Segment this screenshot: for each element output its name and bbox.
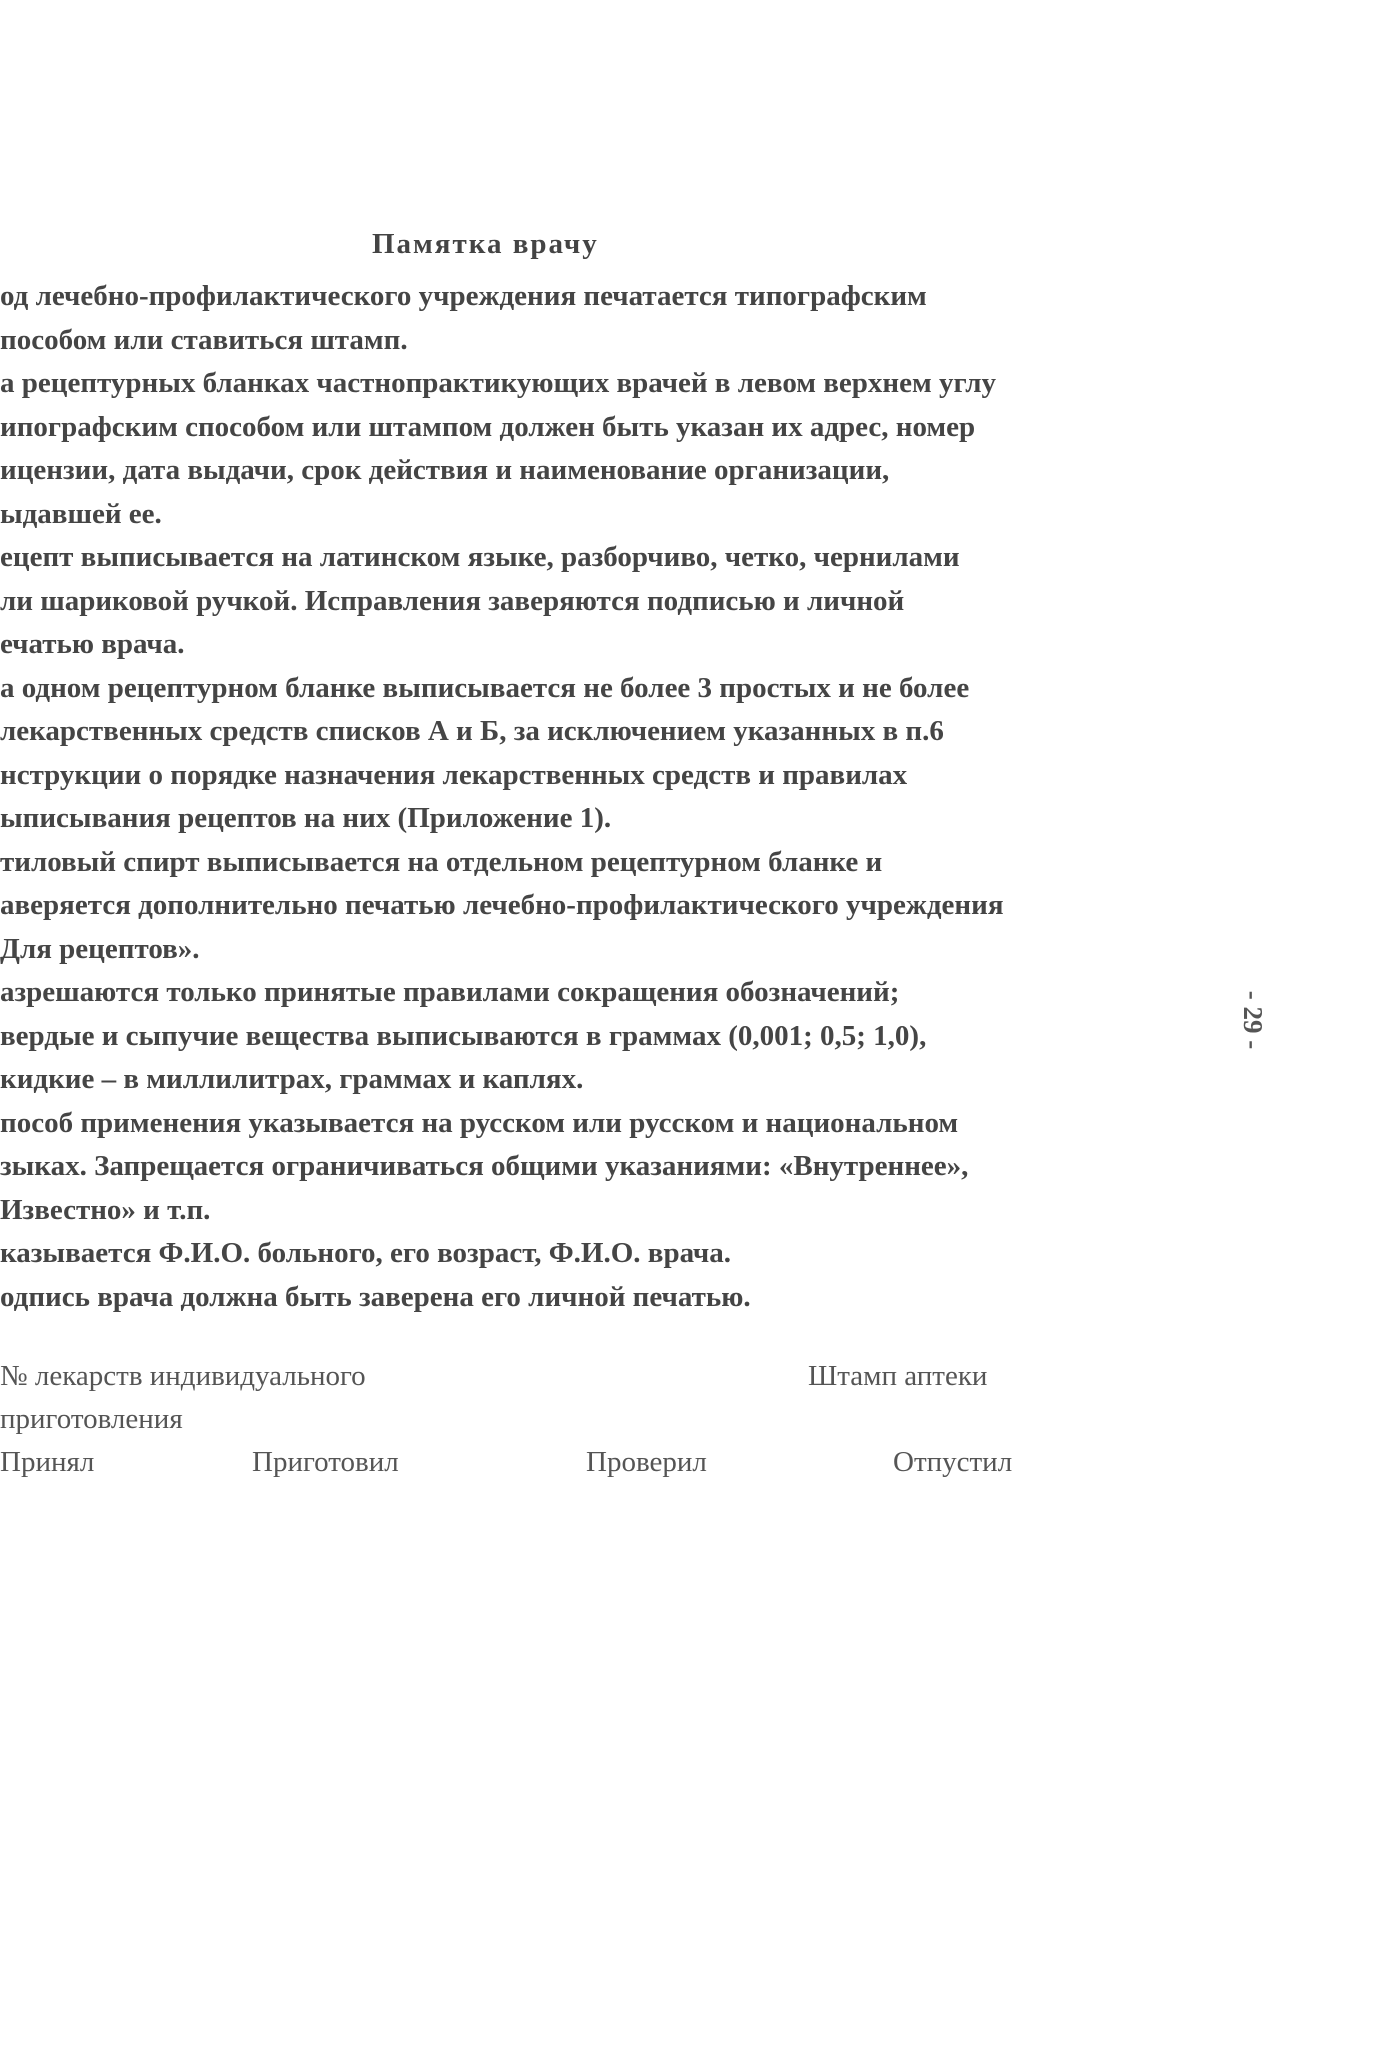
text-line: а одном рецептурном бланке выписывается не более 3 простых и не более bbox=[0, 671, 970, 704]
dispensed-label: Отпустил bbox=[893, 1446, 1013, 1478]
text-line: азрешаются только принятые правилами сокращения обозначений; bbox=[0, 976, 900, 1008]
text-line: кидкие – в миллилитрах, граммах и каплях. bbox=[0, 1063, 584, 1095]
text-line: вердые и сыпучие вещества выписываются в граммах (0,001; 0,5; 1,0), bbox=[0, 1019, 927, 1052]
page-number: - 29 - bbox=[1238, 990, 1268, 1050]
text-line: пособом или ставиться штамп. bbox=[0, 323, 408, 356]
text-line: тиловый спирт выписывается на отдельном рецептурном бланке и bbox=[0, 845, 883, 878]
text-line: зыках. Запрещается ограничиваться общими указаниями: «Внутреннее», bbox=[0, 1150, 969, 1182]
individual-preparation-label: № лекарств индивидуального bbox=[0, 1360, 366, 1392]
text-line: Для рецептов». bbox=[0, 932, 200, 965]
text-line: нструкции о порядке назначения лекарственных средств и правилах bbox=[0, 758, 908, 791]
text-line: аверяется дополнительно печатью лечебно-профилактического учреждения bbox=[0, 889, 1004, 921]
text-line: пособ применения указывается на русском или русском и национальном bbox=[0, 1106, 959, 1139]
checked-label: Проверил bbox=[586, 1446, 707, 1478]
text-line: а рецептурных бланках частнопрактикующих врачей в левом верхнем углу bbox=[0, 367, 996, 399]
pharmacy-stamp-label: Штамп аптеки bbox=[808, 1360, 988, 1392]
text-line: Известно» и т.п. bbox=[0, 1193, 211, 1226]
prepared-label: Приготовил bbox=[252, 1446, 399, 1478]
text-line: ечатью врача. bbox=[0, 628, 185, 660]
text-line: ли шариковой ручкой. Исправления заверяются подписью и личной bbox=[0, 584, 905, 617]
accepted-label: Принял bbox=[0, 1446, 95, 1478]
text-line: ипографским способом или штампом должен быть указан их адрес, номер bbox=[0, 410, 976, 443]
text-line: од лечебно-профилактического учреждения печатается типографским bbox=[0, 280, 927, 312]
memo-title: Памятка врачу bbox=[372, 228, 599, 260]
memo-text bbox=[0, 275, 1180, 1319]
text-line: казывается Ф.И.О. больного, его возраст, Ф.И.О. врача. bbox=[0, 1237, 732, 1269]
individual-preparation-label-cont: приготовления bbox=[0, 1403, 183, 1435]
text-line: одпись врача должна быть заверена его личной печатью. bbox=[0, 1280, 751, 1313]
text-line: лекарственных средств списков А и Б, за исключением указанных в п.6 bbox=[0, 715, 944, 747]
text-line: ыписывания рецептов на них (Приложение 1). bbox=[0, 802, 612, 834]
text-line: ицензии, дата выдачи, срок действия и наименование организации, bbox=[0, 454, 890, 486]
text-line: ыдавшей ее. bbox=[0, 497, 162, 530]
text-line: ецепт выписывается на латинском языке, разборчиво, четко, чернилами bbox=[0, 541, 960, 573]
